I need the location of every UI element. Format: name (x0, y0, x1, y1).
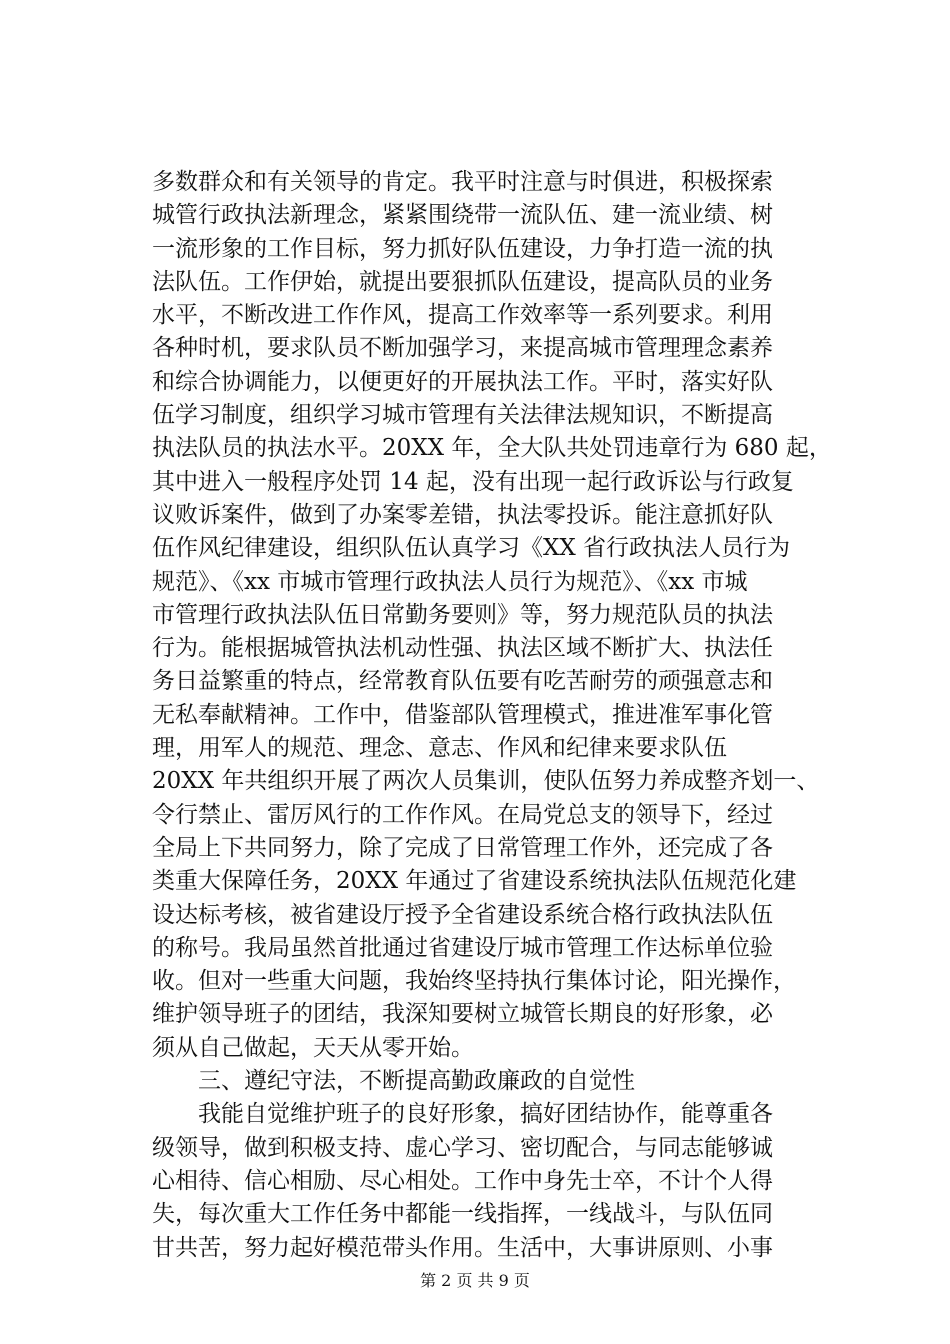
text-line: 多数群众和有关领导的肯定。我平时注意与时俱进，积极探索 (152, 169, 773, 195)
text-line: 务日益繁重的特点，经常教育队伍要有吃苦耐劳的顽强意志和 (152, 668, 773, 695)
text-line: 市管理行政执法队伍日常勤务要则》等，努力规范队员的执法 (152, 601, 773, 628)
text-line: 全局上下共同努力，除了完成了日常管理工作外，还完成了各 (152, 834, 773, 861)
text-line: 维护领导班子的团结，我深知要树立城管长期良的好形象，必 (152, 1001, 773, 1028)
text-line: 20XX 年共组织开展了两次人员集训，使队伍努力养成整齐划一、 (152, 768, 820, 795)
text-line: 伍作风纪律建设，组织队伍认真学习《XX 省行政执法人员行为 (152, 535, 791, 562)
text-line: 设达标考核，被省建设厅授予全省建设系统合格行政执法队伍 (152, 901, 773, 928)
text-line: 议败诉案件，做到了办案零差错，执法零投诉。能注意抓好队 (152, 501, 773, 528)
text-line: 我能自觉维护班子的良好形象，搞好团结协作，能尊重各 (152, 1101, 773, 1128)
text-line: 城管行政执法新理念，紧紧围绕带一流队伍、建一流业绩、树 (152, 202, 773, 229)
text-line: 令行禁止、雷厉风行的工作作风。在局党总支的领导下，经过 (152, 801, 773, 828)
document-body (152, 166, 832, 1265)
text-line: 类重大保障任务，20XX 年通过了省建设系统执法队伍规范化建 (152, 868, 797, 895)
text-line: 伍学习制度，组织学习城市管理有关法律法规知识，不断提高 (152, 402, 773, 429)
text-line: 的称号。我局虽然首批通过省建设厅城市管理工作达标单位验 (152, 934, 773, 961)
text-line: 行为。能根据城管执法机动性强、执法区域不断扩大、执法任 (152, 635, 773, 662)
text-line: 须从自己做起，天天从零开始。 (152, 1034, 474, 1061)
text-line: 水平，不断改进工作作风，提高工作效率等一系列要求。利用 (152, 302, 773, 329)
text-line: 甘共苦，努力起好模范带头作用。生活中，大事讲原则、小事 (152, 1234, 773, 1261)
text-line: 理，用军人的规范、理念、意志、作风和纪律来要求队伍 (152, 735, 727, 762)
text-line: 失，每次重大工作任务中都能一线指挥，一线战斗，与队伍同 (152, 1201, 773, 1228)
section-heading: 三、遵纪守法，不断提高勤政廉政的自觉性 (152, 1068, 635, 1095)
text-line: 一流形象的工作目标，努力抓好队伍建设，力争打造一流的执 (152, 235, 773, 262)
text-line: 各种时机，要求队员不断加强学习，来提高城市管理理念素养 (152, 335, 773, 362)
text-line: 其中进入一般程序处罚 14 起，没有出现一起行政诉讼与行政复 (152, 468, 794, 495)
text-line: 级领导，做到积极支持、虚心学习、密切配合，与同志能够诚 (152, 1134, 773, 1161)
text-line: 收。但对一些重大问题，我始终坚持执行集体讨论，阳光操作， (152, 968, 796, 995)
text-line: 心相待、信心相励、尽心相处。工作中身先士卒，不计个人得 (152, 1167, 773, 1194)
text-line: 法队伍。工作伊始，就提出要狠抓队伍建设，提高队员的业务 (152, 268, 773, 295)
page-number-footer: 第 2 页 共 9 页 (420, 1271, 530, 1290)
text-line: 无私奉献精神。工作中，借鉴部队管理模式，推进准军事化管 (152, 701, 773, 728)
text-line: 执法队员的执法水平。20XX 年，全大队共处罚违章行为 680 起， (152, 435, 832, 462)
text-line: 规范》、《xx 市城市管理行政执法人员行为规范》、《xx 市城 (152, 568, 748, 595)
text-line: 和综合协调能力，以便更好的开展执法工作。平时，落实好队 (152, 368, 773, 395)
